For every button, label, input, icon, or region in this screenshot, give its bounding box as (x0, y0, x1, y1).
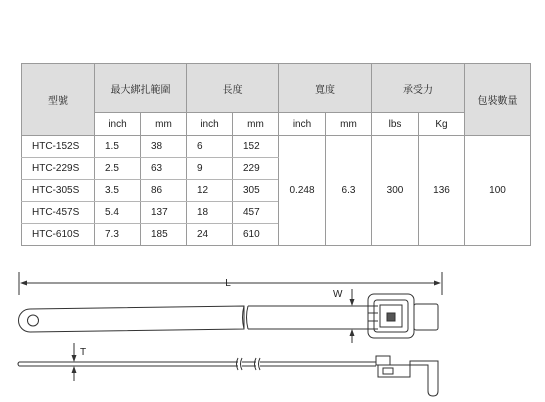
locking-barb-icon (387, 313, 395, 321)
cell-width-mm: 6.3 (326, 136, 372, 246)
cell-tensile-kg: 136 (419, 136, 465, 246)
cell-length-mm: 457 (233, 202, 279, 224)
width-label: W (333, 289, 343, 300)
side-strap-end (18, 362, 19, 366)
arrow-up-icon (72, 366, 77, 373)
cell-length-mm: 229 (233, 158, 279, 180)
break-line (247, 306, 249, 329)
arrow-right-icon (434, 281, 441, 286)
side-head-slot (383, 368, 393, 374)
side-head-top (376, 356, 390, 365)
header-pack-qty: 包裝數量 (465, 64, 531, 136)
cell-model: HTC-305S (22, 180, 95, 202)
cell-model: HTC-457S (22, 202, 95, 224)
cell-tensile-lbs: 300 (372, 136, 419, 246)
unit-length-mm: mm (233, 113, 279, 136)
cell-length-inch: 6 (187, 136, 233, 158)
tie-strap-side-view (18, 356, 438, 396)
unit-tensile-lbs: lbs (372, 113, 419, 136)
arrow-down-icon (350, 299, 355, 306)
break-line (255, 358, 257, 370)
unit-tensile-kg: Kg (419, 113, 465, 136)
header-bundle-range: 最大綁扎範圍 (95, 64, 187, 113)
cell-length-inch: 9 (187, 158, 233, 180)
thickness-label: T (80, 347, 87, 358)
arrow-left-icon (20, 281, 27, 286)
spec-table (21, 63, 531, 246)
cell-model: HTC-610S (22, 224, 95, 246)
cell-model: HTC-229S (22, 158, 95, 180)
break-line (237, 358, 239, 370)
strap-hole-icon (28, 315, 39, 326)
cell-bundle-inch: 7.3 (95, 224, 141, 246)
cell-length-mm: 305 (233, 180, 279, 202)
header-model: 型號 (22, 64, 95, 136)
cell-length-inch: 24 (187, 224, 233, 246)
cell-width-inch: 0.248 (279, 136, 326, 246)
cell-bundle-mm: 63 (141, 158, 187, 180)
table-row (22, 136, 531, 158)
cell-bundle-mm: 86 (141, 180, 187, 202)
cell-bundle-inch: 2.5 (95, 158, 141, 180)
cell-bundle-mm: 185 (141, 224, 187, 246)
side-tail-tab (410, 361, 438, 396)
unit-bundle-inch: inch (95, 113, 141, 136)
header-tensile: 承受力 (372, 64, 465, 113)
cell-length-inch: 12 (187, 180, 233, 202)
break-line (241, 358, 243, 370)
unit-length-inch: inch (187, 113, 233, 136)
arrow-down-icon (72, 355, 77, 362)
cell-bundle-mm: 137 (141, 202, 187, 224)
cell-model: HTC-152S (22, 136, 95, 158)
cell-bundle-inch: 5.4 (95, 202, 141, 224)
cell-length-mm: 152 (233, 136, 279, 158)
cell-bundle-mm: 38 (141, 136, 187, 158)
cable-tie-drawing (0, 255, 545, 402)
cell-pack-qty: 100 (465, 136, 531, 246)
header-length: 長度 (187, 64, 279, 113)
cell-bundle-inch: 1.5 (95, 136, 141, 158)
unit-width-inch: inch (279, 113, 326, 136)
cell-bundle-inch: 3.5 (95, 180, 141, 202)
tie-tail-tab (414, 304, 438, 330)
header-width: 寬度 (279, 64, 372, 113)
cell-length-mm: 610 (233, 224, 279, 246)
cell-length-inch: 18 (187, 202, 233, 224)
tie-strap-top-view (19, 294, 439, 338)
strap-left-segment (19, 306, 245, 332)
width-dimension (350, 289, 366, 343)
unit-width-mm: mm (326, 113, 372, 136)
length-label: L (225, 278, 231, 289)
arrow-up-icon (350, 329, 355, 336)
break-line (259, 358, 261, 370)
unit-bundle-mm: mm (141, 113, 187, 136)
